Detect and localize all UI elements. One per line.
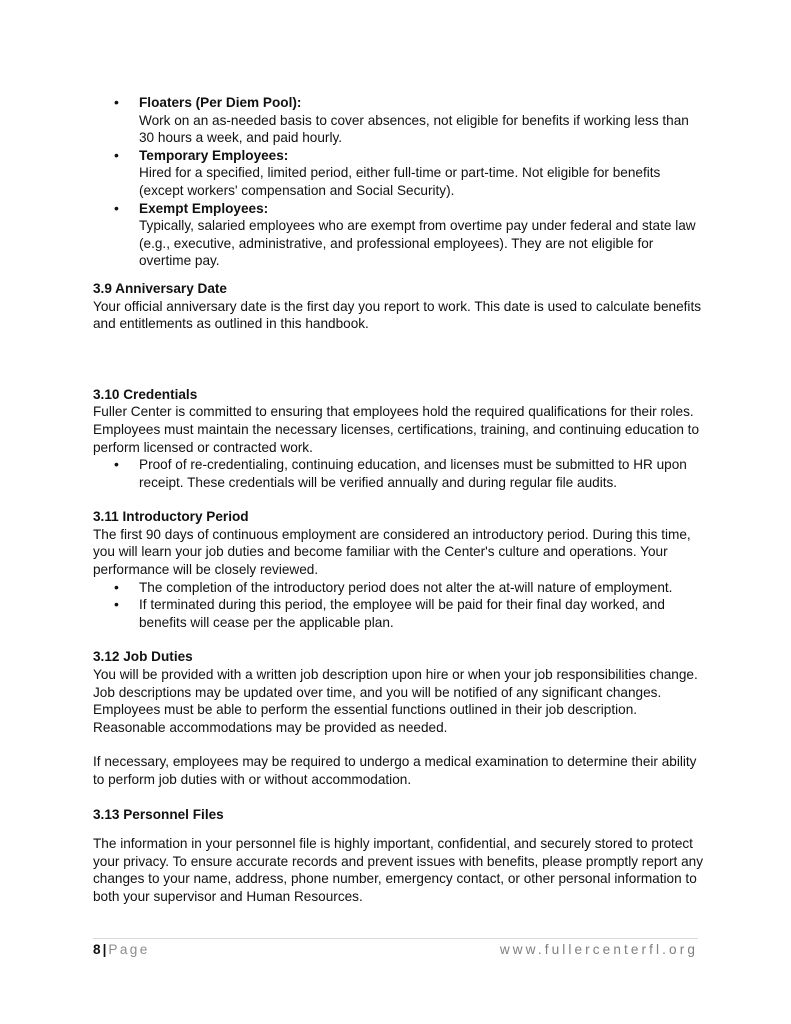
section-job-duties [93, 648, 703, 788]
list-item-description: Hired for a specified, limited period, either full-time or part-time. Not eligible for benefits (except workers' compensation and Social Security). [139, 165, 661, 198]
page-indicator [93, 941, 150, 959]
section-anniversary-date [93, 280, 703, 333]
section-heading: 3.12 Job Duties [93, 649, 193, 665]
section-heading: 3.10 Credentials [93, 386, 198, 402]
list-item: • If terminated during this period, the employee will be paid for their final day worked, and benefits will cease per the applicable plan. [93, 596, 703, 631]
section-heading: 3.13 Personnel Files [93, 806, 224, 822]
website-url: www.fullercenterfl.org [499, 942, 698, 957]
section-personnel-files [93, 806, 703, 906]
list-item: • Proof of re-credentialing, continuing education, and licenses must be submitted to HR upon receipt. These credentials will be verified annually and during regular file audits. [93, 456, 703, 491]
section-credentials [93, 386, 703, 492]
section-paragraph: You will be provided with a written job description upon hire or when your job responsibilities change. Job descriptions may be updated over time, and you will be notified of any significant changes. Employees must be able to perform the essential functions outlined in their job description. Reasonable accommodations may be provided as needed. [93, 667, 698, 735]
list-item-term: • Temporary Employees: [139, 147, 289, 163]
section-heading: 3.9 Anniversary Date [93, 280, 227, 296]
introductory-list [93, 579, 703, 632]
page-number: 8 [93, 942, 101, 957]
list-item-description: Work on an as-needed basis to cover absences, not eligible for benefits if working less than 30 hours a week, and paid hourly. [139, 112, 689, 146]
section-paragraph: If necessary, employees may be required to undergo a medical examination to determine their ability to perform job duties with or without accommodation. [93, 754, 697, 787]
credentials-list [93, 456, 703, 491]
page-footer [93, 938, 698, 959]
list-item-term: • Floaters (Per Diem Pool): [139, 95, 302, 110]
list-item [93, 200, 703, 270]
page-label: Page [108, 942, 150, 957]
page-content [93, 94, 703, 906]
section-paragraph: Fuller Center is committed to ensuring that employees hold the required qualifications for their roles. Employees must maintain the necessary licenses, certifications, training, and continuing education to perform licensed or contracted work. [93, 404, 700, 455]
list-item-term: • Exempt Employees: [139, 200, 269, 216]
section-paragraph: The first 90 days of continuous employment are considered an introductory period. During this time, you will learn your job duties and become familiar with the Center's culture and operations. Your performance will be closely reviewed. [93, 526, 691, 578]
section-introductory-period [93, 508, 703, 631]
list-item-description: Typically, salaried employees who are exempt from overtime pay under federal and state law (e.g., executive, administrative, and professional employees). They are not eligible for overtime pay. [139, 218, 696, 269]
section-heading: 3.11 Introductory Period [93, 509, 249, 525]
employee-type-list [93, 94, 703, 270]
list-item [93, 94, 703, 147]
list-item [93, 147, 703, 200]
page-separator: | [102, 942, 107, 957]
section-paragraph: The information in your personnel file is highly important, confidential, and securely stored to protect your privacy. To ensure accurate records and prevent issues with benefits, please promptly report any changes to your name, address, phone number, emergency contact, or other personal information to both your supervisor and Human Resources. [93, 836, 704, 904]
section-paragraph: Your official anniversary date is the first day you report to work. This date is used to calculate benefits and entitlements as outlined in this handbook. [93, 298, 702, 332]
list-item: • The completion of the introductory period does not alter the at-will nature of employment. [93, 579, 703, 597]
